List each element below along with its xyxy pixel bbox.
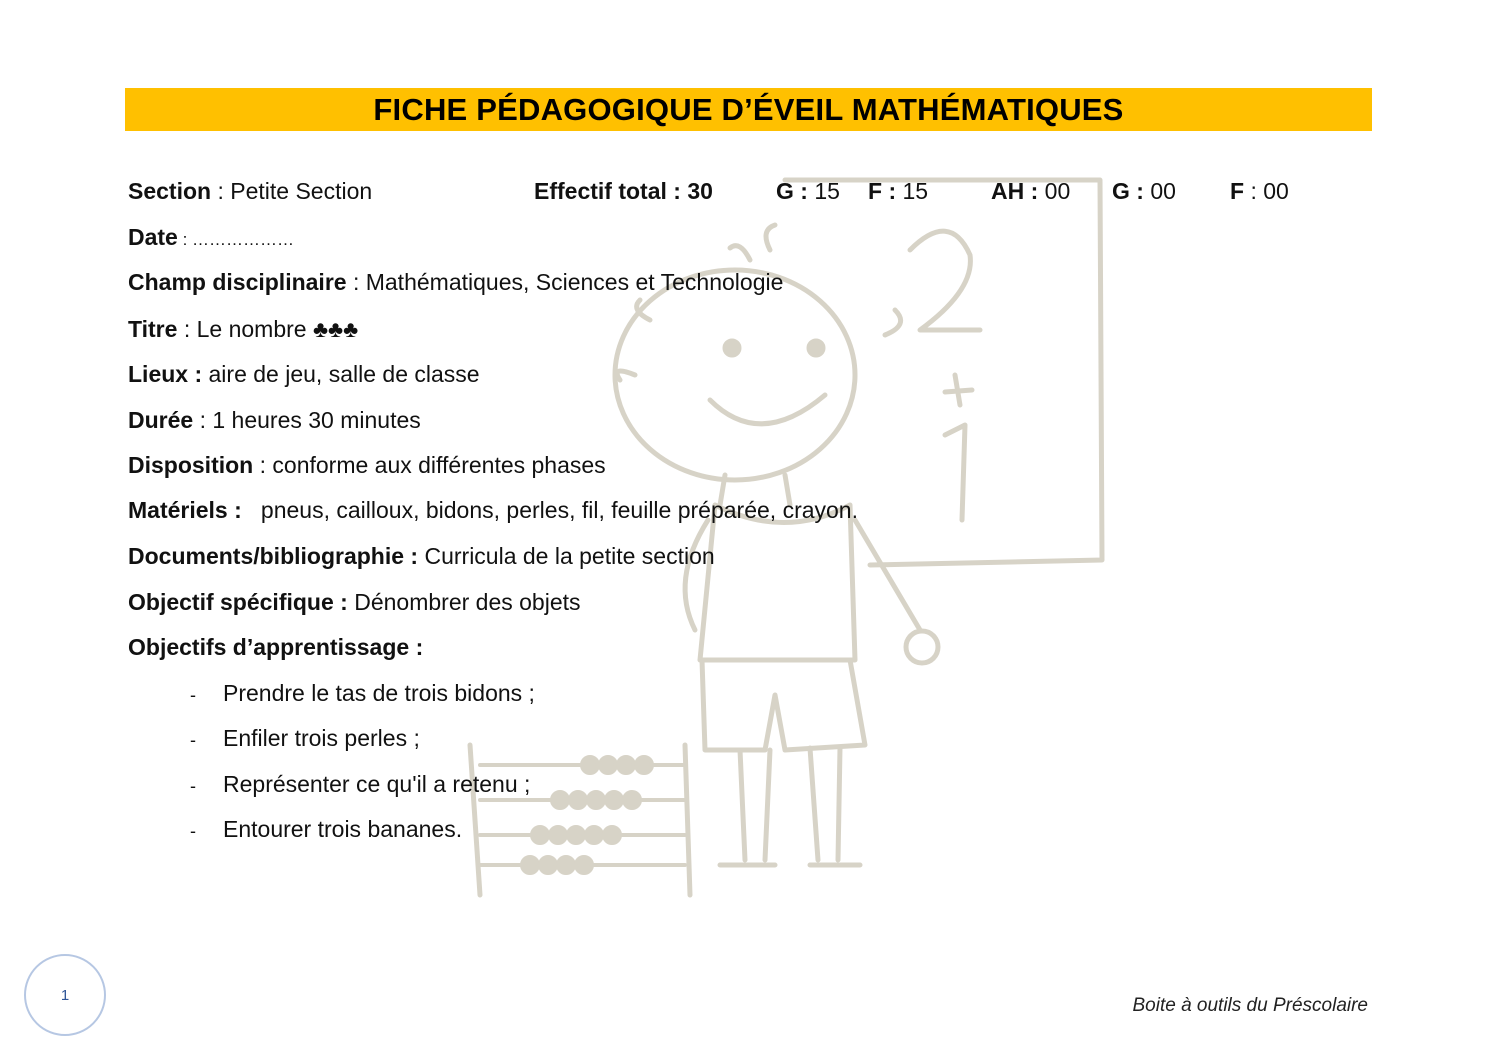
footer-text: Boite à outils du Préscolaire [1132, 995, 1368, 1016]
field-materiels: Matériels : pneus, cailloux, bidons, perles, fil, feuille préparée, crayon. [128, 497, 858, 523]
child-shirt [700, 505, 855, 660]
field-disposition: Disposition : conforme aux différentes phases [128, 452, 606, 478]
ah-filles-count: F : 00 [1230, 178, 1289, 204]
list-item: - Enfiler trois perles ; [190, 725, 420, 751]
section-field: Section : Petite Section [128, 178, 373, 204]
page-number-badge [24, 954, 106, 1036]
child-head [615, 270, 855, 480]
title-band [125, 88, 1372, 131]
child-hand-right [906, 631, 938, 663]
board-plus [945, 375, 972, 405]
garcons-count: G : 15 [776, 178, 840, 204]
effectif-total: Effectif total : 30 [534, 178, 713, 204]
field-lieux: Lieux : aire de jeu, salle de classe [128, 361, 480, 387]
child-hair [617, 225, 900, 380]
page-title: FICHE PÉDAGOGIQUE D’ÉVEIL MATHÉMATIQUES [373, 91, 1124, 127]
filles-count: F : 15 [868, 178, 929, 204]
child-eye-left [725, 341, 739, 355]
list-item: - Prendre le tas de trois bidons ; [190, 680, 535, 706]
field-objectifs-apprentissage: Objectifs d’apprentissage : [128, 634, 424, 660]
field-objectif-specifique: Objectif spécifique : Dénombrer des objets [128, 589, 581, 615]
field-champ-disciplinaire: Champ disciplinaire : Mathématiques, Sciences et Technologie [128, 269, 784, 295]
child-eye-right [809, 341, 823, 355]
child-arm-right [855, 520, 920, 630]
field-documents: Documents/bibliographie : Curricula de la petite section [128, 543, 715, 569]
ah-garcons-count: G : 00 [1112, 178, 1176, 204]
ah-count: AH : 00 [991, 178, 1071, 204]
field-duree: Durée : 1 heures 30 minutes [128, 407, 421, 433]
board-number-1 [945, 425, 965, 520]
list-item: - Représenter ce qu'il a retenu ; [190, 771, 531, 797]
child-legs [740, 748, 840, 860]
child-shorts [702, 660, 865, 750]
list-item: - Entourer trois bananes. [190, 816, 463, 842]
field-date: Date : ……………… [128, 224, 295, 250]
child-smile [710, 395, 825, 424]
board-number-2 [910, 231, 980, 330]
page-number: 1 [60, 986, 70, 1004]
field-titre: Titre : Le nombre ♣♣♣ [128, 316, 359, 342]
